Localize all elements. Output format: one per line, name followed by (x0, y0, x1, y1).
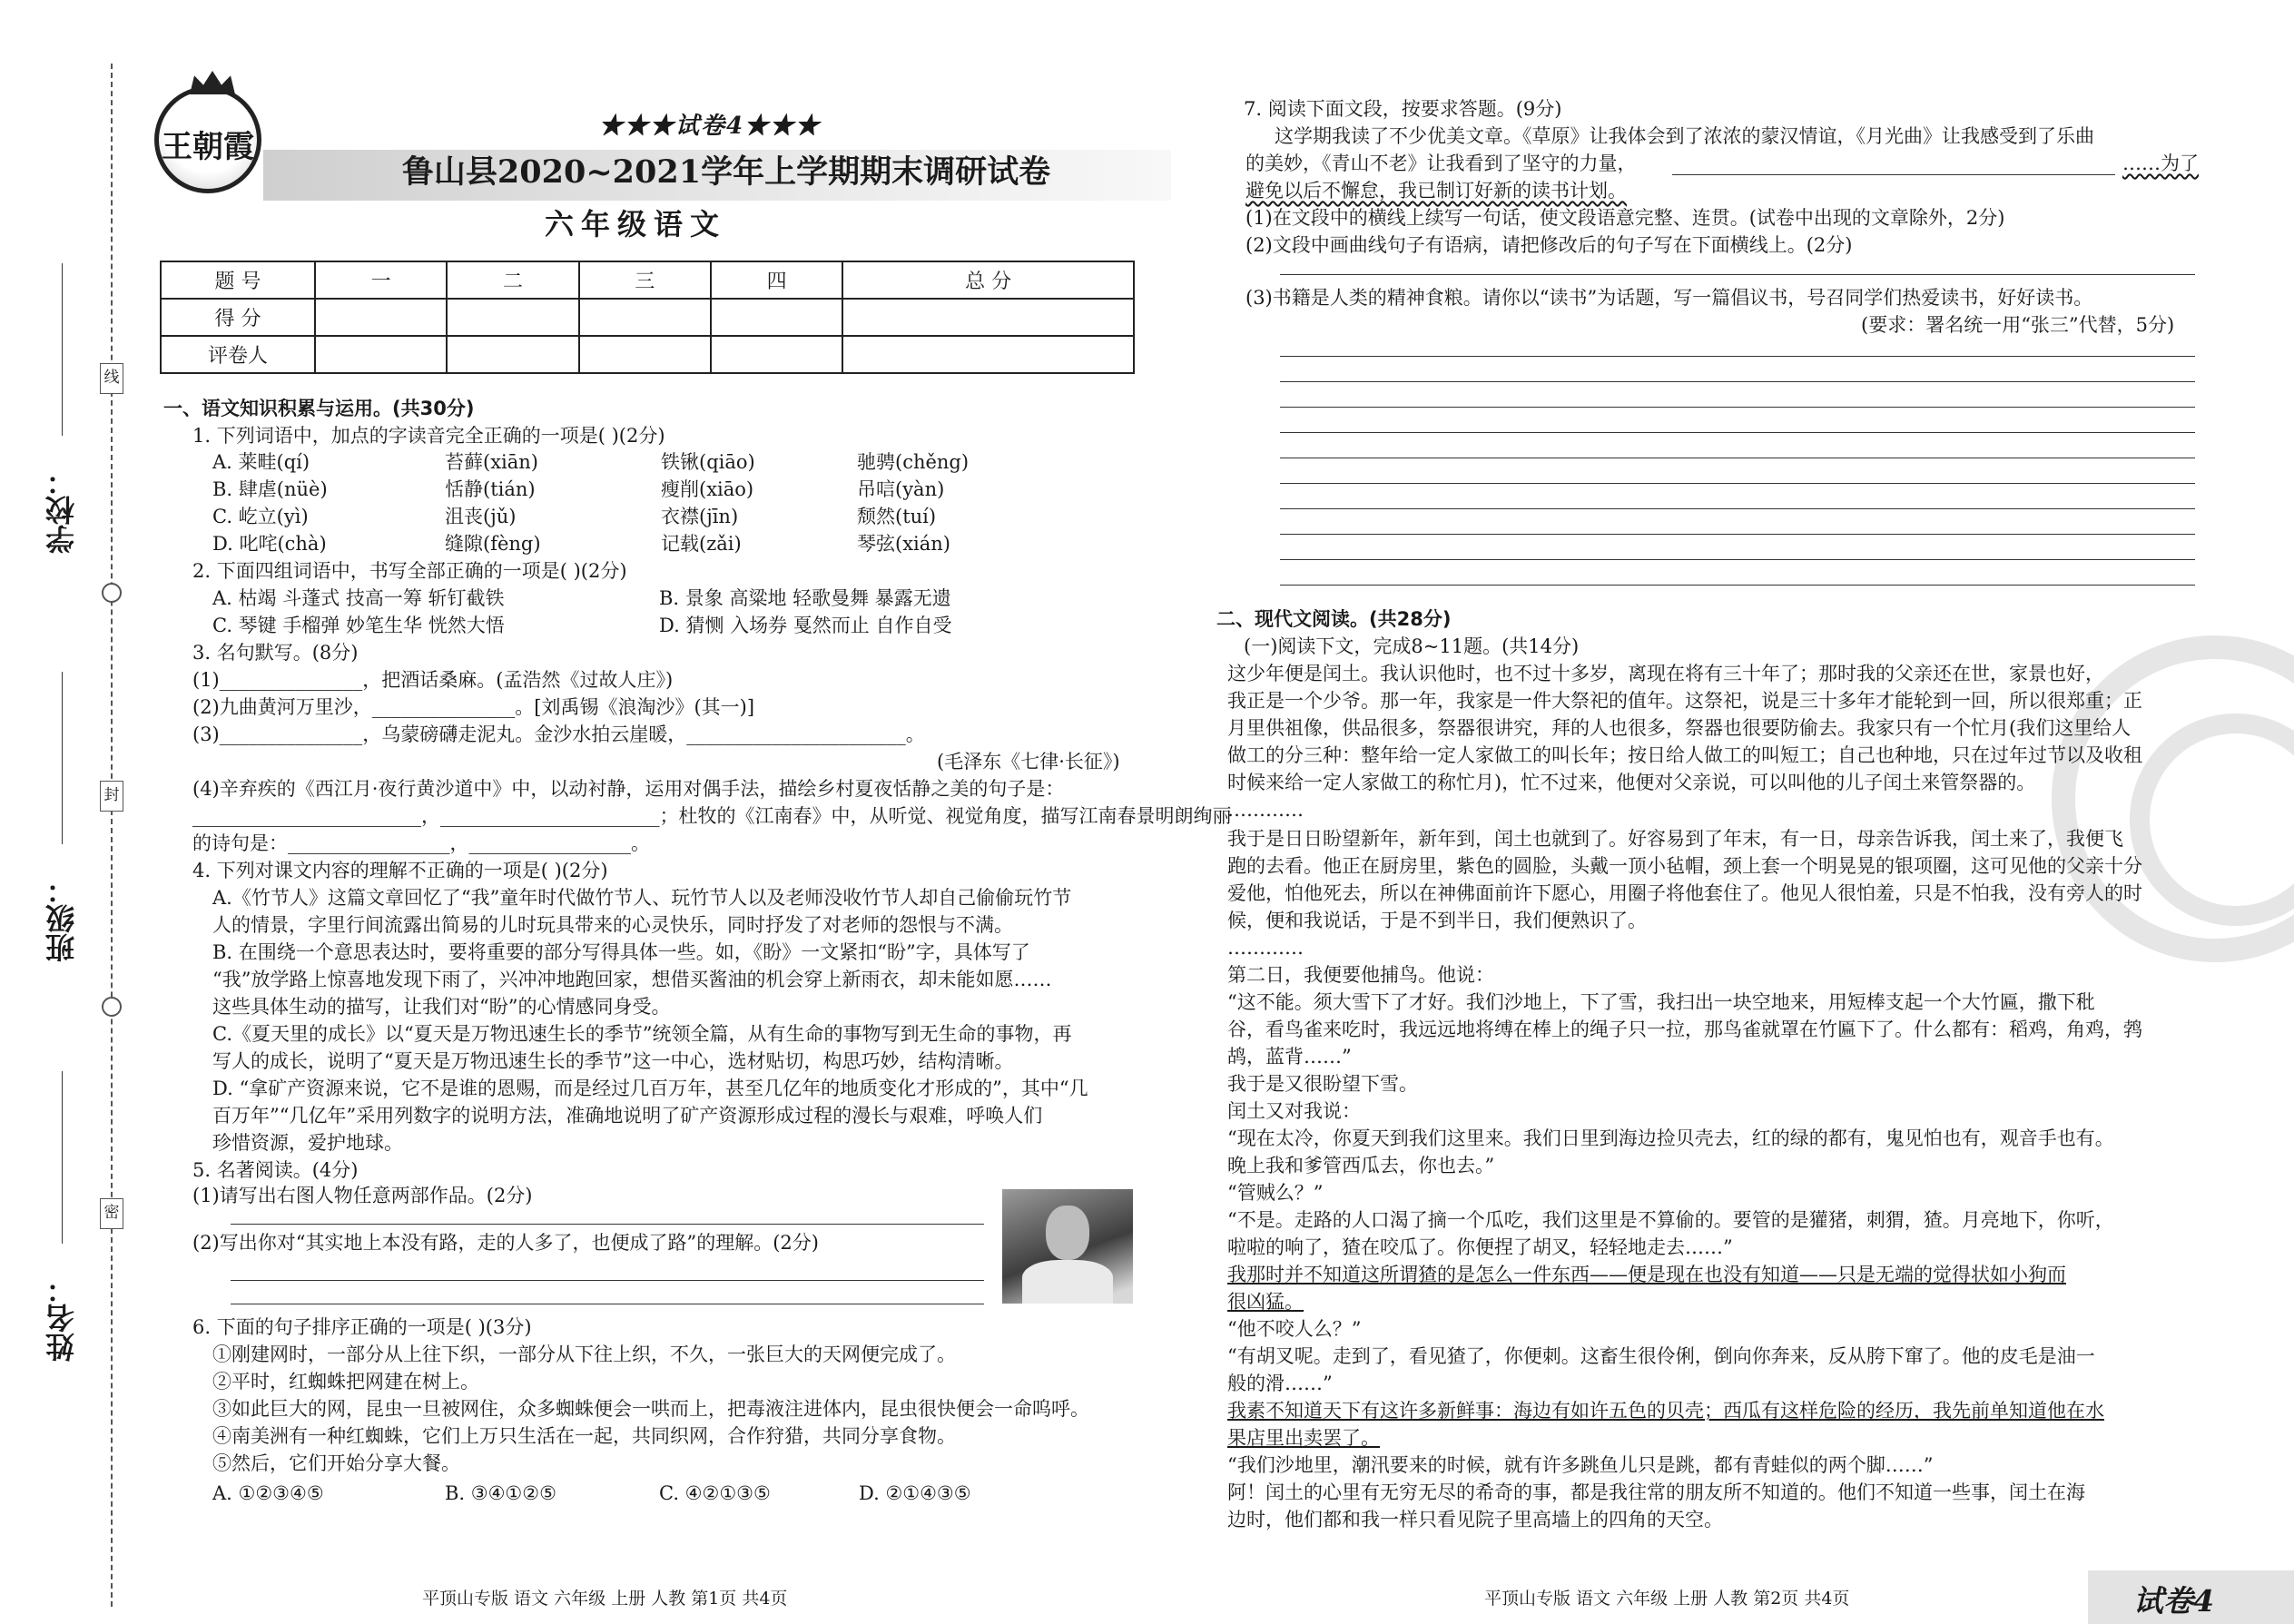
q1-option: A. 莱畦(qí) (212, 451, 310, 473)
q6-option: A. ①②③④⑤ (212, 1482, 324, 1504)
class-field-line (62, 672, 63, 844)
binding-ornament (102, 997, 122, 1017)
passage-line: 这少年便是闰土。我认识他时，也不过十多岁，离现在将有三十年了；那时我的父亲还在世，家景也好， (1227, 663, 2104, 684)
q7-paragraph: 的美妙，《青山不老》让我看到了坚守的力量， (1245, 153, 1637, 174)
score-cell[interactable] (842, 299, 1134, 336)
q4-line: “我”放学路上惊喜地发现下雨了，兴冲冲地跑回家，想借买酱油的机会穿上新雨衣，却未能如愿…… (212, 969, 1052, 990)
passage-line: 第二日，我便要他捕鸟。他说： (1227, 964, 1494, 986)
paper-subtitle: ★★★试卷4★★★ (599, 113, 822, 140)
passage-underlined: 很凶猛。 (1227, 1291, 1304, 1313)
passage-line: 啦啦的响了，猹在咬瓜了。你便捏了胡叉，轻轻地走去……” (1227, 1236, 1733, 1258)
q7-requirement: (要求：署名统一用“张三”代替，5分) (1861, 314, 2175, 336)
left-footer: 平顶山专版 语文 六年级 上册 人教 第1页 共4页 (422, 1589, 788, 1609)
passage-underlined: 我素不知道天下有这许多新鲜事：海边有如许五色的贝壳；西瓜有这样危险的经历，我先前单知道他在水 (1227, 1400, 2104, 1422)
passage-line: “这不能。须大雪下了才好。我们沙地上，下了雪，我扫出一块空地来，用短棒支起一个大竹匾，撒下秕 (1227, 991, 2095, 1013)
passage-line: 谷，看鸟雀来吃时，我远远地将缚在棒上的绳子只一拉，那鸟雀就罩在竹匾下了。什么都有：稻鸡，角鸡，鹁 (1227, 1019, 2142, 1040)
right-footer: 平顶山专版 语文 六年级 上册 人教 第2页 共4页 (1484, 1589, 1850, 1609)
writing-line[interactable] (1280, 534, 2195, 535)
q1-option: 吊唁(yàn) (857, 478, 945, 500)
q2-option: B. 景象 高粱地 轻歌曼舞 暴露无遗 (659, 587, 951, 609)
portrait-face (1046, 1206, 1089, 1260)
q2-option: D. 猜恻 入场券 戛然而止 自作自受 (659, 615, 952, 636)
brand-logo (154, 86, 261, 193)
score-cell[interactable] (315, 299, 447, 336)
passage-line: 鸪，蓝背……” (1227, 1046, 1352, 1068)
passage-line: 候，便和我说话，于是不到半日，我们便熟识了。 (1227, 910, 1647, 931)
q6-sentence: ⑤然后，它们开始分享大餐。 (212, 1452, 460, 1474)
q4-line: D. “拿矿产资源来说，它不是谁的恩赐，而是经过几百万年，甚至几亿年的地质变化才形成的”，其中“几 (212, 1078, 1088, 1099)
passage-line: “他不咬人么？” (1227, 1318, 1362, 1340)
passage-line: “管贼么？” (1227, 1182, 1324, 1204)
q1-option: 缝隙(fèng) (445, 533, 541, 555)
q1-option: 瘦削(xiāo) (661, 478, 754, 500)
subsection-heading: (一)阅读下文，完成8~11题。(共14分) (1244, 635, 1580, 657)
q4-line: B. 在围绕一个意思表达时，要将重要的部分写得具体一些。如，《盼》一文紧扣“盼”字，具体写了 (212, 941, 1030, 963)
score-row-label: 得 分 (161, 299, 315, 336)
score-cell[interactable] (711, 336, 842, 373)
q6-sentence: ④南美洲有一种红蜘蛛，它们上万只生活在一起，共同织网，合作狩猎，共同分享食物。 (212, 1425, 956, 1447)
paper-badge: 试卷4 (2133, 1583, 2214, 1619)
q1-option: 沮丧(jǔ) (445, 506, 517, 527)
q6-sentence: ②平时，红蜘蛛把网建在树上。 (212, 1371, 479, 1393)
writing-line[interactable] (1280, 559, 2195, 560)
q3-item: ________________________，_______________________；杜牧的《江南春》中，从听觉、视觉角度，描写江南春景明朗绚丽 (192, 805, 1232, 827)
passage-line: 我于是又很盼望下雪。 (1227, 1073, 1418, 1095)
school-label: 学校： (44, 467, 79, 554)
q5-item: (1)请写出右图人物任意两部作品。(2分) (192, 1185, 533, 1206)
q7-stem: 7. 阅读下面文段，按要求答题。(9分) (1244, 98, 1562, 120)
q7-paragraph-wavy: 避免以后不懈怠，我已制订好新的读书计划。 (1245, 180, 1627, 202)
q3-item: (4)辛弃疾的《西江月·夜行黄沙道中》中，以动衬静，运用对偶手法，描绘乡村夏夜恬静之美的句子是： (192, 778, 1065, 800)
q4-line: 写人的成长，说明了“夏天是万物迅速生长的季节”这一中心，选材贴切，构思巧妙，结构清晰。 (212, 1050, 1014, 1072)
q1-option: 琴弦(xián) (857, 533, 950, 555)
name-field-line (62, 1071, 63, 1244)
q7-item: (1)在文段中的横线上续写一句话，使文段语意完整、连贯。(试卷中出现的文章除外，2分) (1245, 207, 2005, 229)
q5-item: (2)写出你对“其实地上本没有路，走的人多了，也便成了路”的理解。(2分) (192, 1232, 819, 1254)
score-cell[interactable] (315, 336, 447, 373)
q1-option: 衣襟(jīn) (661, 506, 739, 527)
writing-line[interactable] (1280, 585, 2195, 586)
passage-line: 闰土又对我说： (1227, 1100, 1361, 1122)
school-field-line (62, 263, 63, 436)
q6-option: C. ④②①③⑤ (659, 1482, 771, 1504)
answer-line[interactable] (231, 1280, 984, 1281)
score-row-label: 评卷人 (161, 336, 315, 373)
passage-line: 我于是日日盼望新年，新年到，闰土也就到了。好容易到了年末，有一日，母亲告诉我，闰土来了，我便飞 (1227, 828, 2123, 850)
passage-line: 时候来给一定人家做工的称忙月)，忙不过来，他便对父亲说，可以叫他的儿子闰土来管祭器的。 (1227, 772, 2036, 793)
q7-paragraph: ……为了 (2122, 153, 2199, 174)
passage-underlined: 我那时并不知道这所谓猹的是怎么一件东西——便是现在也没有知道——只是无端的觉得状如小狗而 (1227, 1264, 2066, 1285)
q2-stem: 2. 下面四组词语中，书写全部正确的一项是( )(2分) (192, 560, 627, 582)
crown-icon (190, 71, 235, 94)
answer-line[interactable] (1280, 274, 2195, 275)
q4-line: A.《竹节人》这篇文章回忆了“我”童年时代做竹节人、玩竹节人以及老师没收竹节人却自己偷偷玩竹节 (212, 887, 1072, 909)
q4-line: C.《夏天里的成长》以“夏天是万物迅速生长的季节”统领全篇，从有生命的事物写到无生命的事物，再 (212, 1023, 1072, 1045)
passage-line: “我们沙地里，潮汛要来的时候，就有许多跳鱼儿只是跳，都有青蛙似的两个脚……” (1227, 1454, 1934, 1476)
passage-line: 跑的去看。他正在厨房里，紫色的圆脸，头戴一顶小毡帽，颈上套一个明晃晃的银项圈，这可见他的父亲十分 (1227, 855, 2142, 877)
q6-stem: 6. 下面的句子排序正确的一项是( )(3分) (192, 1316, 532, 1338)
q5-stem: 5. 名著阅读。(4分) (192, 1159, 359, 1181)
q6-sentence: ③如此巨大的网，昆虫一旦被网住，众多蜘蛛便会一哄而上，把毒液注进体内，昆虫很快便会一命呜呼。 (212, 1398, 1089, 1420)
score-col-header: 一 (315, 261, 447, 299)
score-cell[interactable] (447, 299, 578, 336)
q4-line: 这些具体生动的描写，让我们对“盼”的心情感同身受。 (212, 996, 671, 1018)
q3-item: (2)九曲黄河万里沙，_______________。[刘禹锡《浪淘沙》(其一)] (192, 696, 755, 718)
passage-line: 做工的分三种：整年给一定人家做工的叫长年；按日给人做工的叫短工；自己也种地，只在过年过节以及收租 (1227, 744, 2142, 766)
score-cell[interactable] (447, 336, 578, 373)
writing-line[interactable] (1280, 407, 2195, 408)
score-cell[interactable] (579, 299, 711, 336)
score-col-header: 题 号 (161, 261, 315, 299)
q6-option: D. ②①④③⑤ (859, 1482, 971, 1504)
score-col-header: 四 (711, 261, 842, 299)
q1-option: D. 叱咤(chà) (212, 533, 327, 555)
q1-option: C. 屹立(yì) (212, 506, 309, 527)
q1-option: B. 肆虐(nüè) (212, 478, 328, 500)
q7-item: (3)书籍是人类的精神食粮。请你以“读书”为话题，写一篇倡议书，号召同学们热爱读书，好好读书。 (1245, 287, 2093, 309)
passage-line: ………… (1227, 799, 1304, 821)
writing-line[interactable] (1280, 381, 2195, 382)
name-label: 姓名： (44, 1275, 79, 1362)
passage-line: “现在太冷，你夏天到我们这里来。我们日里到海边捡贝壳去，红的绿的都有，鬼见怕也有，观音手也有。 (1227, 1127, 2114, 1149)
score-cell[interactable] (579, 336, 711, 373)
q4-line: 珍惜资源，爱护地球。 (212, 1132, 403, 1154)
passage-line: “有胡叉呢。走到了，看见猹了，你便刺。这畜生很伶俐，倒向你奔来，反从胯下窜了。他的皮毛是油一 (1227, 1345, 2095, 1367)
passage-line: 晚上我和爹管西瓜去，你也去。” (1227, 1155, 1495, 1176)
binding-ornament (102, 583, 122, 603)
q3-item: 的诗句是：_________________，_________________。 (192, 832, 650, 854)
score-col-header: 三 (579, 261, 711, 299)
binding-mark-mi: 密 (100, 1198, 123, 1229)
q4-line: 百万年”“几亿年”采用列数字的说明方法，准确地说明了矿产资源形成过程的漫长与艰难，呼唤人们 (212, 1105, 1043, 1127)
score-col-header: 二 (447, 261, 578, 299)
score-cell[interactable] (842, 336, 1134, 373)
q1-option: 记载(zǎi) (661, 533, 742, 555)
passage-line: 阿！闰土的心里有无穷无尽的希奇的事，都是我往常的朋友所不知道的。他们不知道一些事，闰土在海 (1227, 1481, 2085, 1503)
page-title: 鲁山县2020~2021学年上学期期末调研试卷 (401, 153, 1051, 191)
q3-item: (1)_______________，把酒话桑麻。(孟浩然《过故人庄》) (192, 669, 674, 691)
q7-item: (2)文段中画曲线句子有语病，请把修改后的句子写在下面横线上。(2分) (1245, 234, 1853, 256)
portrait-body (1022, 1260, 1113, 1304)
class-label: 班级： (44, 875, 79, 962)
q1-stem: 1. 下列词语中，加点的字读音完全正确的一项是( )(2分) (192, 425, 665, 447)
section-1-heading: 一、语文知识积累与运用。(共30分) (163, 398, 475, 419)
q4-stem: 4. 下列对课文内容的理解不正确的一项是( )(2分) (192, 860, 608, 881)
passage-line: ………… (1227, 937, 1304, 959)
binding-mark-feng: 封 (100, 781, 123, 812)
answer-line[interactable] (231, 1224, 984, 1225)
section-2-heading: 二、现代文阅读。(共28分) (1216, 608, 1452, 630)
writing-line[interactable] (1280, 483, 2195, 484)
writing-line[interactable] (1280, 356, 2195, 357)
q1-option: 恬静(tián) (445, 478, 536, 500)
q1-option: 颓然(tuí) (857, 506, 937, 527)
score-col-header: 总 分 (842, 261, 1134, 299)
q3-stem: 3. 名句默写。(8分) (192, 642, 359, 664)
q6-sentence: ①刚建网时，一部分从上往下织，一部分从下往上织，不久，一张巨大的天网便完成了。 (212, 1343, 956, 1365)
passage-line: 般的滑……” (1227, 1373, 1333, 1394)
q3-item: (3)_______________，乌蒙磅礴走泥丸。金沙水拍云崖暖，_______________________。 (192, 723, 925, 745)
passage-underlined: 果店里出卖罢了。 (1227, 1427, 1380, 1449)
logo-text: 王朝霞 (162, 129, 254, 165)
passage-line: 我正是一个少爷。那一年，我家是一件大祭祀的值年。这祭祀，说是三十多年才能轮到一回，所以很郑重；正 (1227, 690, 2142, 712)
author-portrait (1002, 1189, 1133, 1304)
q2-option: C. 琴键 手榴弹 妙笔生华 恍然大悟 (212, 615, 505, 636)
fill-in-line[interactable] (1672, 174, 2115, 175)
score-table (160, 261, 1135, 374)
binding-dashed-line (111, 64, 113, 1607)
q6-option: B. ③④①②⑤ (445, 1482, 556, 1504)
q3-source: (毛泽东《七律·长征》) (937, 751, 1120, 773)
passage-line: 爱他，怕他死去，所以在神佛面前许下愿心，用圈子将他套住了。他见人很怕羞，只是不怕我，没有旁人的时 (1227, 882, 2142, 904)
q1-option: 铁锹(qiāo) (661, 451, 755, 473)
writing-line[interactable] (1280, 432, 2195, 433)
q1-option: 苔藓(xiān) (445, 451, 538, 473)
score-cell[interactable] (711, 299, 842, 336)
grade-subject: 六年级语文 (545, 207, 727, 241)
q1-option: 驰骋(chěng) (857, 451, 970, 473)
writing-line[interactable] (1280, 508, 2195, 509)
q7-paragraph: 这学期我读了不少优美文章。《草原》让我体会到了浓浓的蒙汉情谊，《月光曲》让我感受到了乐曲 (1275, 125, 2094, 147)
passage-line: “不是。走路的人口渴了摘一个瓜吃，我们这里是不算偷的。要管的是獾猪，刺猬，猹。月亮地下，你听， (1227, 1209, 2114, 1231)
binding-mark-xian: 线 (100, 363, 123, 394)
passage-line: 边时，他们都和我一样只看见院子里高墙上的四角的天空。 (1227, 1509, 1723, 1530)
q4-line: 人的情景，字里行间流露出简易的儿时玩具带来的心灵快乐，同时抒发了对老师的怨恨与不满。 (212, 914, 1013, 936)
q2-option: A. 枯竭 斗蓬式 技高一筹 斩钉截铁 (212, 587, 505, 609)
passage-line: 月里供祖像，供品很多，祭器很讲究，拜的人也很多，祭器也很要防偷去。我家只有一个忙月(我们这里给人 (1227, 717, 2132, 739)
